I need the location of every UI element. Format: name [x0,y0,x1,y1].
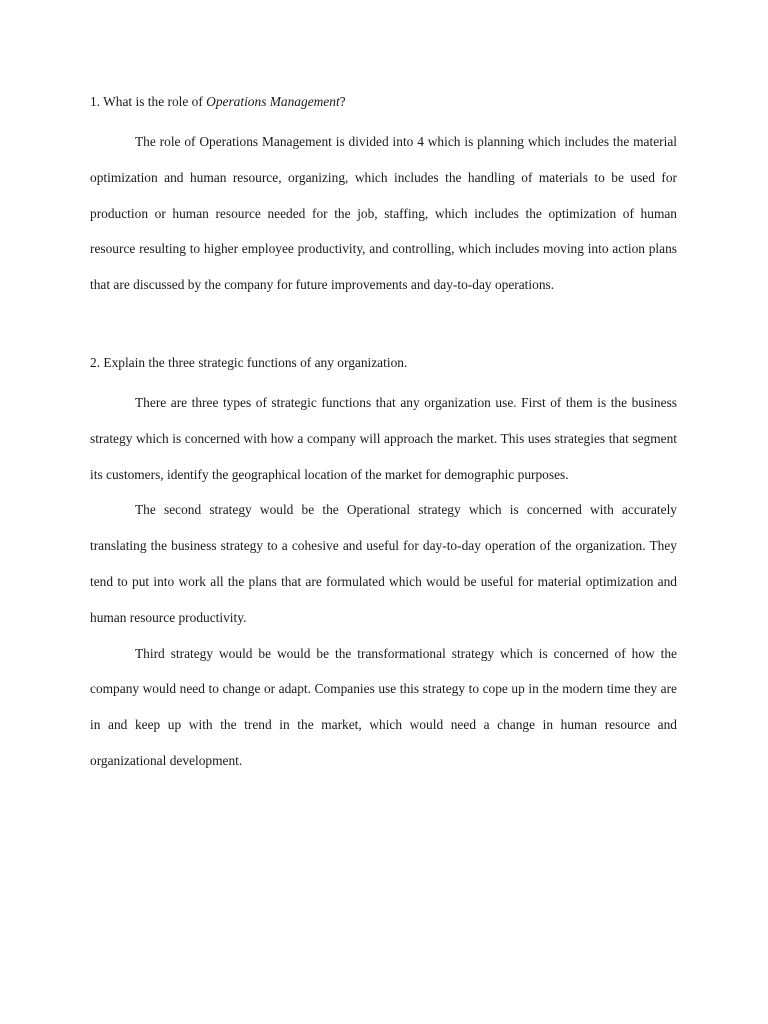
answer-2-paragraph-2: The second strategy would be the Operational strategy which is concerned with accurately translating the business strategy to a cohesive and useful for day-to-day operation of the organization. They tend to put into work all the plans that are formulated which would be useful for material optimization and human resource productivity. [90,502,677,625]
answer-2-paragraph-1: There are three types of strategic functions that any organization use. First of them is the business strategy which is concerned with how a company will approach the market. This uses strategies that segment its customers, identify the geographical location of the market for demographic purposes. [90,394,677,482]
answer-2-paragraph-3: Third strategy would be would be the transformational strategy which is concerned of how the company would need to change or adapt. Companies use this strategy to cope up in the modern time they are in and keep up with the trend in the market, which would need a change in human resource and organizational development. [90,645,677,768]
question-2-heading: 2. Explain the three strategic functions of any organization. [90,354,408,370]
document-body [90,90,677,779]
answer-1-paragraph: The role of Operations Management is divided into 4 which is planning which includes the material optimization and human resource, organizing, which includes the handling of materials to be used for production or human resource needed for the job, staffing, which includes the optimization of human resource resulting to higher employee productivity, and controlling, which includes moving into action plans that are discussed by the company for future improvements and day-to-day operations. [90,134,677,293]
question-1-text: 1. What is the role of [90,94,207,109]
question-1-heading [90,90,677,114]
question-1-emphasis: Operations Management [206,94,340,109]
question-1-suffix: ? [339,94,346,109]
